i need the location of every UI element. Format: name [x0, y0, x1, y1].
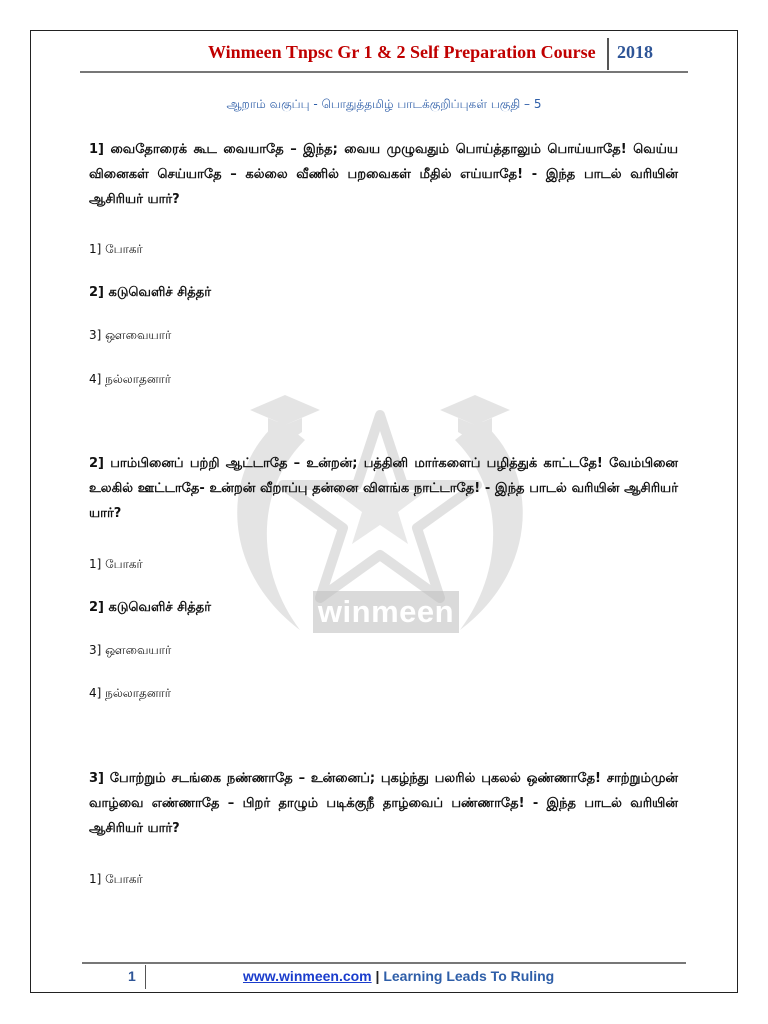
question-1-text: 1] வைதோரைக் கூட வையாதே – இந்த; வைய முழுவதும் பொய்த்தாலும் பொய்யாதே! வெய்ய வினைகள் செய்யாதே – கல்லை வீணில் பறவைகள் மீதில் எய்யாதே! - இந்த பாடல் வரியின் ஆசிரியர் யார்?: [89, 142, 678, 207]
header-separator: [607, 38, 609, 70]
question-1-option-1: 1] போகர்: [89, 242, 143, 256]
question-1-option-4: 4] நல்லாதனார்: [89, 372, 172, 386]
question-2-text: 2] பாம்பினைப் பற்றி ஆட்டாதே – உன்றன்; பத்தினி மார்களைப் பழித்துக் காட்டதே! வேம்பினை உலகில் ஊட்டாதே- உன்றன் வீறாப்பு தன்னை விளங்க நாட்டாதே! - இந்த பாடல் வரியின் ஆசிரியர் யார்?: [89, 456, 678, 521]
watermark-right-cap-icon: [440, 395, 510, 438]
footer-separator: [145, 965, 146, 989]
header-year: 2018: [617, 42, 653, 62]
question-2-option-3: 3] ஔவையார்: [89, 643, 172, 657]
question-2-option-4: 4] நல்லாதனார்: [89, 686, 172, 700]
question-3-option-1: 1] போகர்: [89, 872, 143, 886]
page-number: 1: [128, 968, 136, 984]
footer-tagline: Learning Leads To Ruling: [383, 968, 555, 984]
footer-website-link[interactable]: www.winmeen.com: [243, 968, 372, 984]
header-title: Winmeen Tnpsc Gr 1 & 2 Self Preparation Course: [208, 42, 596, 62]
watermark-left-cap-icon: [250, 395, 320, 438]
question-3-text: 3] போற்றும் சடங்கை நண்ணாதே – உன்னைப்; புகழ்ந்து பலரில் புகலல் ஒண்ணாதே! சாற்றும்முன் வாழ்வை எண்ணாதே – பிறர் தாழும் படிக்குநீ தாழ்வைப் பண்ணாதே! - இந்த பாடல் வரியின் ஆசிரியர் யார்?: [89, 771, 678, 836]
footer: [243, 968, 554, 984]
question-1-option-2: 2] கடுவெளிச் சித்தர்: [89, 285, 211, 300]
question-2-option-2: 2] கடுவெளிச் சித்தர்: [89, 600, 211, 615]
page-subtitle: ஆறாம் வகுப்பு - பொதுத்தமிழ் பாடக்குறிப்புகள் பகுதி – 5: [226, 97, 542, 111]
footer-rule: [82, 962, 686, 964]
watermark-logo: winmeen: [313, 591, 459, 633]
question-1-option-3: 3] ஔவையார்: [89, 328, 172, 342]
header-rule: [80, 71, 688, 73]
footer-divider: |: [375, 968, 380, 984]
question-2-option-1: 1] போகர்: [89, 557, 143, 571]
